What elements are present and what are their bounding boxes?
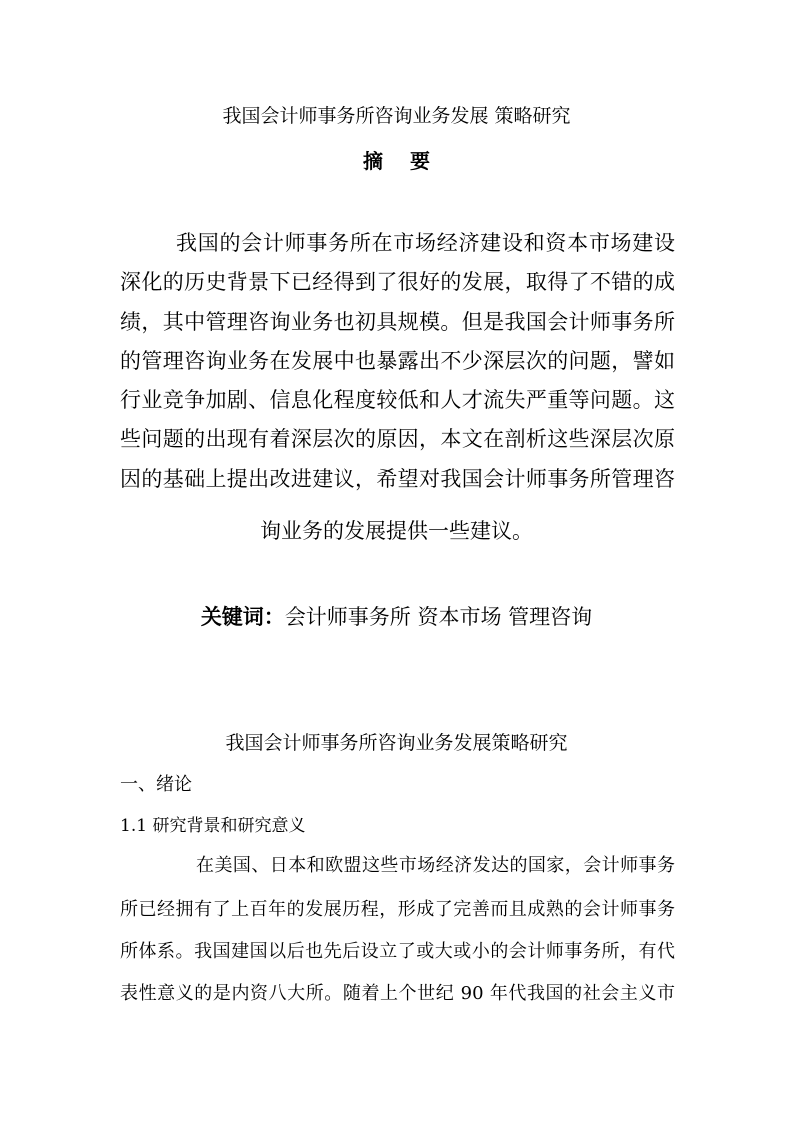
- abstract-line: 些问题的出现有着深层次的原因，本文在剖析这些深层次原: [120, 427, 675, 451]
- body-line: 所已经拥有了上百年的发展历程，形成了完善而且成熟的会计师事务: [120, 899, 675, 920]
- abstract-line: 因的基础上提出改进建议，希望对我国会计师事务所管理咨: [120, 467, 675, 491]
- subsection-heading: 1.1 研究背景和研究意义: [120, 816, 306, 836]
- abstract-line: 的管理咨询业务在发展中也暴露出不少深层次的问题，譬如: [120, 349, 675, 373]
- body-line: 在美国、日本和欧盟这些市场经济发达的国家，会计师事务: [196, 855, 675, 876]
- abstract-line: 深化的历史背景下已经得到了很好的发展，取得了不错的成: [120, 270, 675, 294]
- abstract-line: 绩，其中管理咨询业务也初具规模。但是我国会计师事务所: [120, 310, 675, 334]
- body-line: 所体系。我国建国以后也先后设立了或大或小的会计师事务所，有代: [120, 941, 675, 962]
- body-line: 表性意义的是内资八大所。随着上个世纪 90 年代我国的社会主义市: [120, 983, 675, 1004]
- abstract-heading: 摘 要: [363, 149, 440, 173]
- body-title: 我国会计师事务所咨询业务发展策略研究: [225, 732, 568, 754]
- keywords: [0, 602, 793, 632]
- abstract-line: 行业竞争加剧、信息化程度较低和人才流失严重等问题。这: [120, 388, 675, 412]
- section-heading: 一、绪论: [120, 774, 192, 795]
- document-title: 我国会计师事务所咨询业务发展 策略研究: [222, 105, 571, 127]
- keywords-text: 会计师事务所 资本市场 管理咨询: [284, 605, 593, 629]
- abstract-line: 我国的会计师事务所在市场经济建设和资本市场建设: [176, 231, 675, 255]
- keywords-label: 关键词：: [200, 604, 285, 629]
- abstract-line: 询业务的发展提供一些建议。: [260, 519, 533, 543]
